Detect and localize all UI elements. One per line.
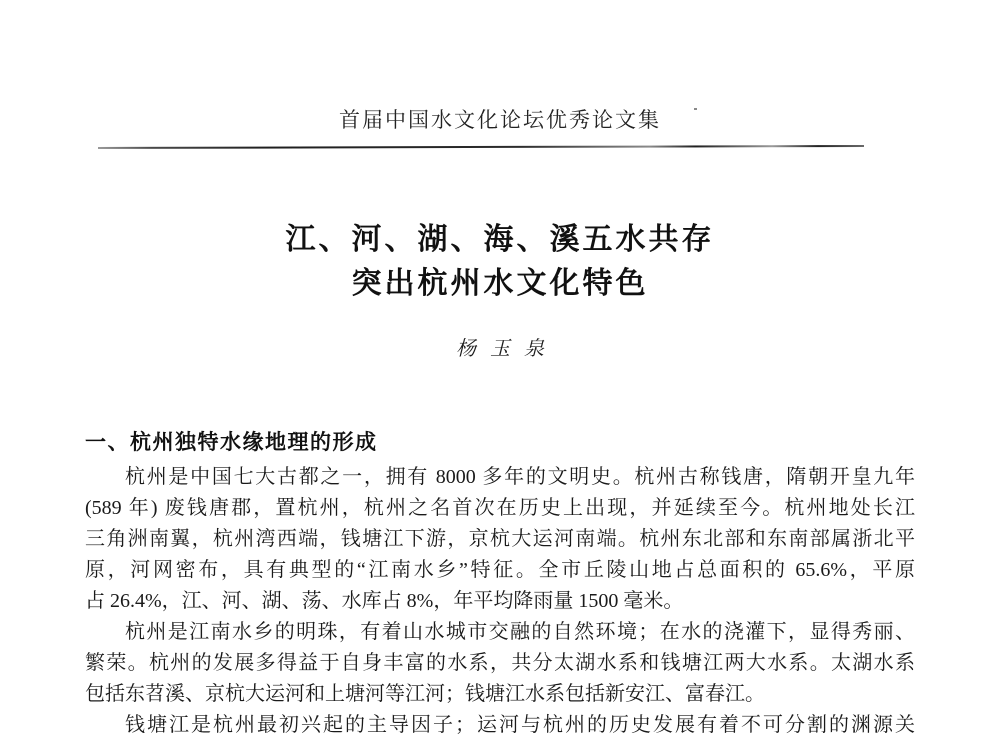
header-divider-rule bbox=[98, 145, 864, 149]
body-line: 原，河网密布，具有典型的“江南水乡”特征。全市丘陵山地占总面积的 65.6%，平原 bbox=[85, 559, 915, 581]
body-line: (589 年) 废钱唐郡，置杭州，杭州之名首次在历史上出现，并延续至今。杭州地处长江 bbox=[85, 497, 915, 519]
body-line: 钱塘江是杭州最初兴起的主导因子；运河与杭州的历史发展有着不可分割的渊源关 bbox=[125, 714, 915, 736]
author-name: 杨玉泉 bbox=[456, 338, 558, 360]
body-line: 杭州是江南水乡的明珠，有着山水城市交融的自然环境；在水的浇灌下，显得秀丽、 bbox=[125, 621, 915, 643]
paper-title-line-1: 江、河、湖、海、溪五水共存 bbox=[285, 222, 715, 257]
body-line: 杭州是中国七大古都之一，拥有 8000 多年的文明史。杭州古称钱唐，隋朝开皇九年 bbox=[125, 466, 915, 488]
scan-artifact-speck bbox=[694, 108, 697, 110]
body-line: 包括东苕溪、京杭大运河和上塘河等江河；钱塘江水系包括新安江、富春江。 bbox=[85, 683, 765, 705]
body-text bbox=[85, 462, 915, 738]
section-heading: 一、杭州独特水缘地理的形成 bbox=[85, 430, 378, 454]
body-line: 占 26.4%，江、河、湖、荡、水库占 8%，年平均降雨量 1500 毫米。 bbox=[85, 590, 684, 612]
paper-title-line-2: 突出杭州水文化特色 bbox=[351, 266, 649, 301]
body-line: 繁荣。杭州的发展多得益于自身丰富的水系，共分太湖水系和钱塘江两大水系。太湖水系 bbox=[85, 652, 915, 674]
body-line: 三角洲南翼，杭州湾西端，钱塘江下游，京杭大运河南端。杭州东北部和东南部属浙北平 bbox=[85, 528, 915, 550]
running-header: 首届中国水文化论坛优秀论文集 bbox=[339, 108, 661, 132]
